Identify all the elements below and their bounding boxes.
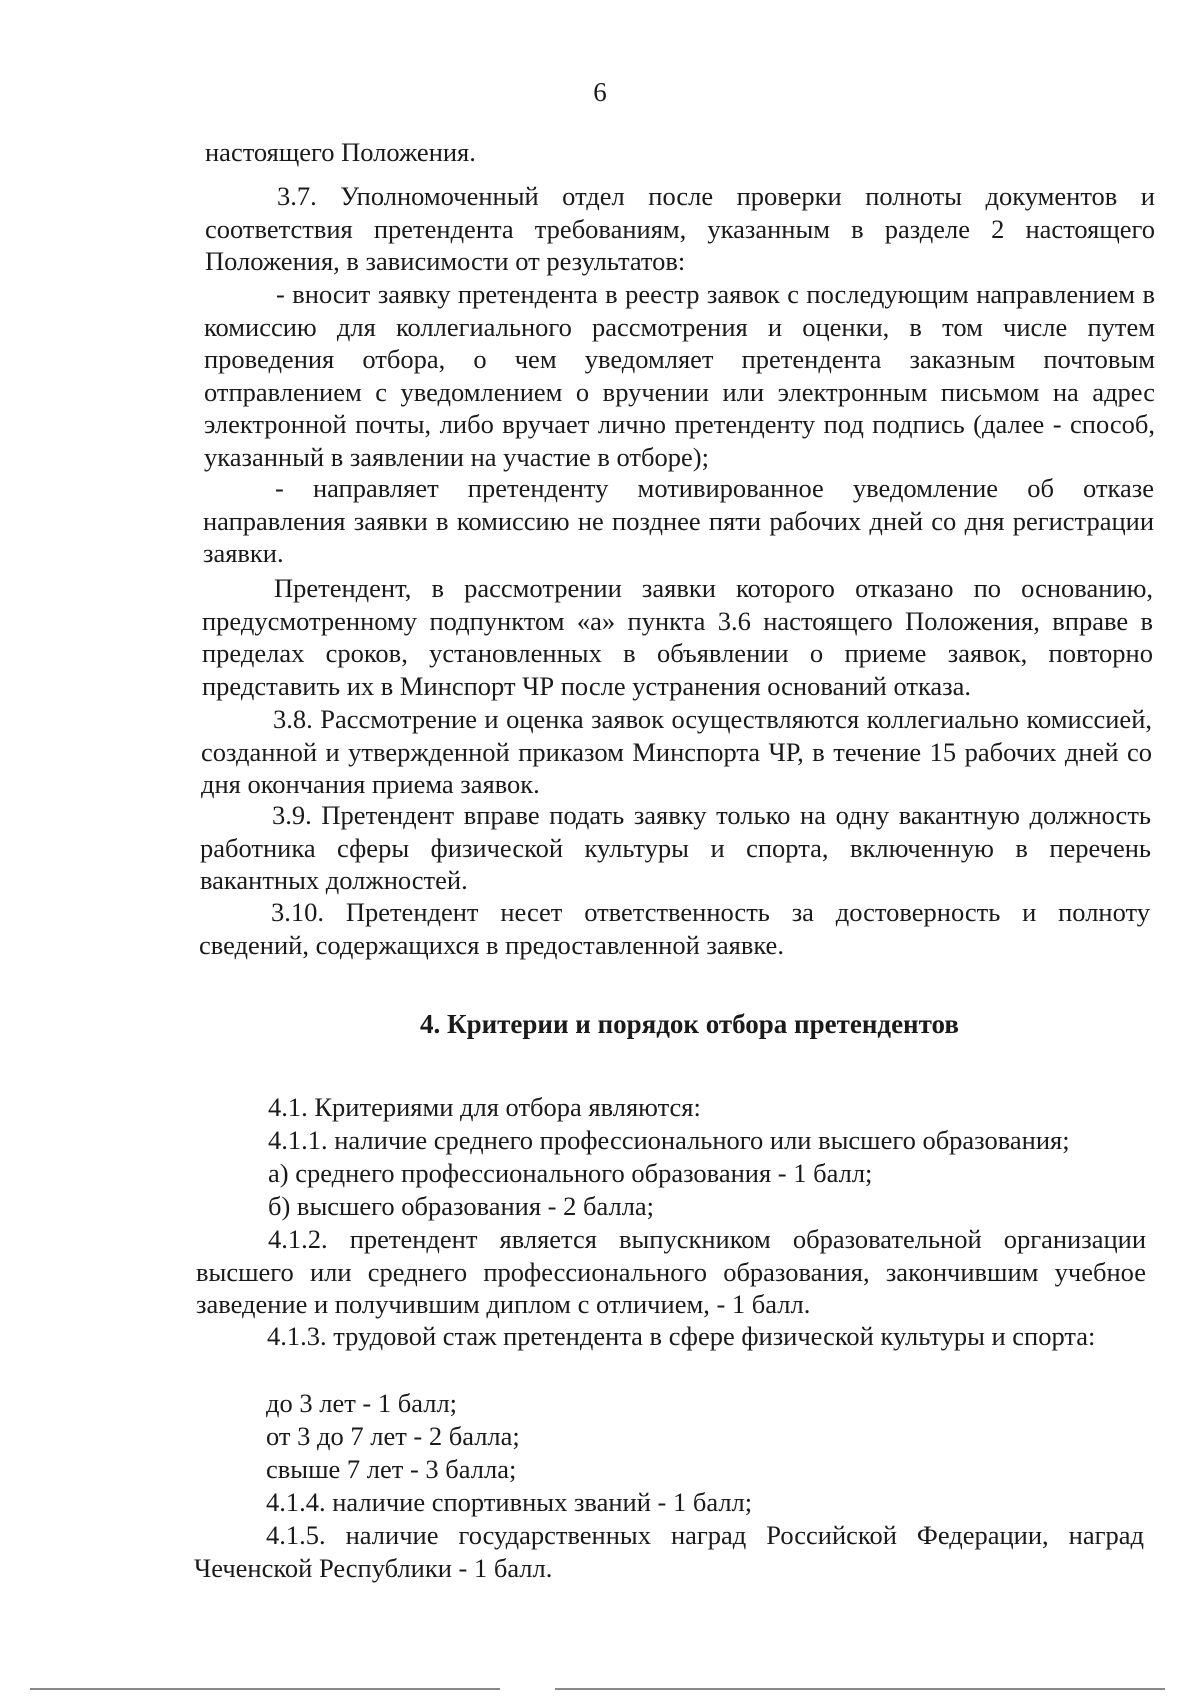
paragraph-4-1-1-b: б) высшего образования - 2 балла; [268, 1191, 655, 1221]
footer-rule-left [30, 1688, 500, 1690]
paragraph-4-1-5: 4.1.5. наличие государственных наград Российской Федерации, наград Чеченской Республики - 1 балл. [194, 1520, 1144, 1583]
paragraph-3-8: 3.8. Рассмотрение и оценка заявок осуществляются коллегиально комиссией, созданной и утвержденной приказом Минспорта ЧР, в течение 15 рабочих дней со дня окончания приема заявок. [201, 704, 1152, 799]
footer-rule-right [555, 1688, 1165, 1690]
paragraph-3-7-item-1: - вносит заявку претендента в реестр заявок с последующим направлением в комиссию для коллегиального рассмотрения и оценки, в том числе путем проведения отбора, о чем уведомляет претендента заказным почтовым отправлением с уведомлением о вручении или электронным письмом на адрес электронной почты, либо вручает лично претенденту под подпись (далее - способ, указанный в заявлении на участие в отборе); [204, 279, 1155, 472]
page-number: 6 [593, 77, 607, 107]
paragraph-claimant: Претендент, в рассмотрении заявки которого отказано по основанию, предусмотренному подпунктом «а» пункта 3.6 настоящего Положения, вправе в пределах сроков, установленных в объявлении о приеме заявок, повторно представить их в Минспорт ЧР после устранения оснований отказа. [202, 573, 1153, 701]
paragraph-4-1-3-level-3: свыше 7 лет - 3 балла; [266, 1454, 517, 1484]
paragraph-4-1-4: 4.1.4. наличие спортивных званий - 1 балл; [266, 1487, 753, 1517]
paragraph: настоящего Положения. [205, 137, 476, 167]
paragraph-3-7-item-2: - направляет претенденту мотивированное уведомление об отказе направления заявки в комиссию не позднее пяти рабочих дней со дня регистрации заявки. [203, 473, 1154, 568]
paragraph-3-10: 3.10. Претендент несет ответственность за достоверность и полноту сведений, содержащихся в предоставленной заявке. [199, 897, 1150, 960]
paragraph-4-1-1-a: а) среднего профессионального образования - 1 балл; [268, 1158, 873, 1188]
paragraph-3-7: 3.7. Уполномоченный отдел после проверки полноты документов и соответствия претендента требованиям, указанным в разделе 2 настоящего Положения, в зависимости от результатов: [205, 181, 1155, 276]
section-heading: 4. Критерии и порядок отбора претендентов [420, 1009, 959, 1039]
paragraph-4-1: 4.1. Критериями для отбора являются: [268, 1092, 701, 1122]
paragraph-4-1-2: 4.1.2. претендент является выпускником образовательной организации высшего или среднего профессионального образования, закончившим учебное заведение и получившим диплом с отличием, - 1 балл. [196, 1224, 1146, 1319]
paragraph-3-9: 3.9. Претендент вправе подать заявку только на одну вакантную должность работника сферы физической культуры и спорта, включенную в перечень вакантных должностей. [200, 800, 1151, 895]
paragraph-4-1-3-level-2: от 3 до 7 лет - 2 балла; [266, 1421, 520, 1451]
paragraph-4-1-3: 4.1.3. трудовой стаж претендента в сфере физической культуры и спорта: [267, 1321, 1096, 1351]
paragraph-4-1-1: 4.1.1. наличие среднего профессионального или высшего образования; [268, 1125, 1070, 1155]
paragraph-4-1-3-level-1: до 3 лет - 1 балл; [266, 1388, 458, 1418]
